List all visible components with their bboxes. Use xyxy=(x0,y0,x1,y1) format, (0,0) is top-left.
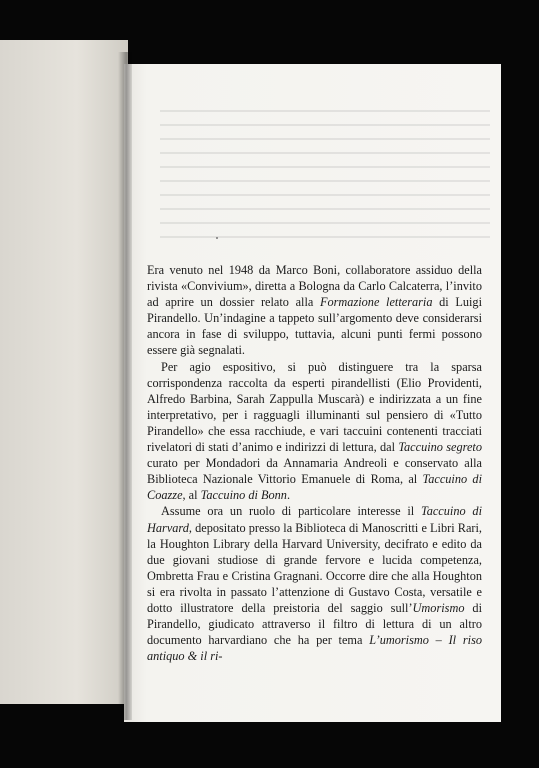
text-segment: Assume ora un ruolo di particolare interesse il xyxy=(161,504,421,519)
text-segment: L’umorismo – Il riso antiquo & il ri- xyxy=(147,633,482,664)
text-segment: di Luigi Pirandello. Un’indagine a tappeto sull’argomento deve considerarsi ancora in fase di sviluppo, tuttavia, alcuni punti fermi possono essere già segnalati. xyxy=(147,295,482,358)
text-segment: , al xyxy=(182,488,201,503)
text-segment: Taccuino di Harvard xyxy=(147,504,482,535)
text-segment: Formazione letteraria xyxy=(319,295,433,310)
text-segment: , depositato presso la Biblioteca di Manoscritti e Libri Rari, la Houghton Library della Harvard University, decifrato e edito da due giovani studiose di grande fervore e lucida competenza, Ombretta Frau e Cristina Gragnani. Occorre dire che alla Houghton si era rivolta in passato l’attenzione di Gustavo Costa, versatile e dotto illustratore della preistoria del saggio sull’ xyxy=(147,520,482,615)
paragraph-1 xyxy=(147,262,482,359)
text-segment: . xyxy=(286,488,291,503)
paragraph-3 xyxy=(147,503,482,664)
text-segment: Era venuto nel 1948 da Marco Boni, collaboratore assiduo della rivista «Convivium», diretta a Bologna da Carlo Calcaterra, l’invito ad aprire un dossier relato alla xyxy=(147,263,482,310)
text-segment: di Pirandello, giudicato attraverso il filtro di lettura di un altro documento harvardiano che ha per tema xyxy=(147,600,482,648)
page-body-text xyxy=(147,262,482,664)
show-through-text xyxy=(160,110,490,250)
text-segment: Per agio espositivo, si può distinguere tra la sparsa corrispondenza raccolta da esperti pirandellisti (Elio Providenti, Alfredo Barbina, Sarah Zappulla Muscarà) e indirizzata a un fine interpretativo, per i ragguagli illuminanti sul pensiero di «Tutto Pirandello» che essa racchiude, e vari taccuini contenenti tracciati rivelatori di stati d’animo e indirizzi di lettura, dal xyxy=(147,359,482,455)
left-page xyxy=(0,40,128,704)
gutter-shadow xyxy=(118,52,132,720)
paragraph-2 xyxy=(147,359,482,504)
text-segment: Taccuino di Bonn xyxy=(200,488,287,503)
text-segment: Umorismo xyxy=(412,600,465,615)
page-speck xyxy=(216,237,218,239)
text-segment: curato per Mondadori da Annamaria Andreoli e conservato alla Biblioteca Nazionale Vittorio Emanuele di Roma, al xyxy=(147,456,482,487)
text-segment: Taccuino segreto xyxy=(398,440,482,455)
text-segment: Taccuino di Coazze xyxy=(147,472,482,503)
